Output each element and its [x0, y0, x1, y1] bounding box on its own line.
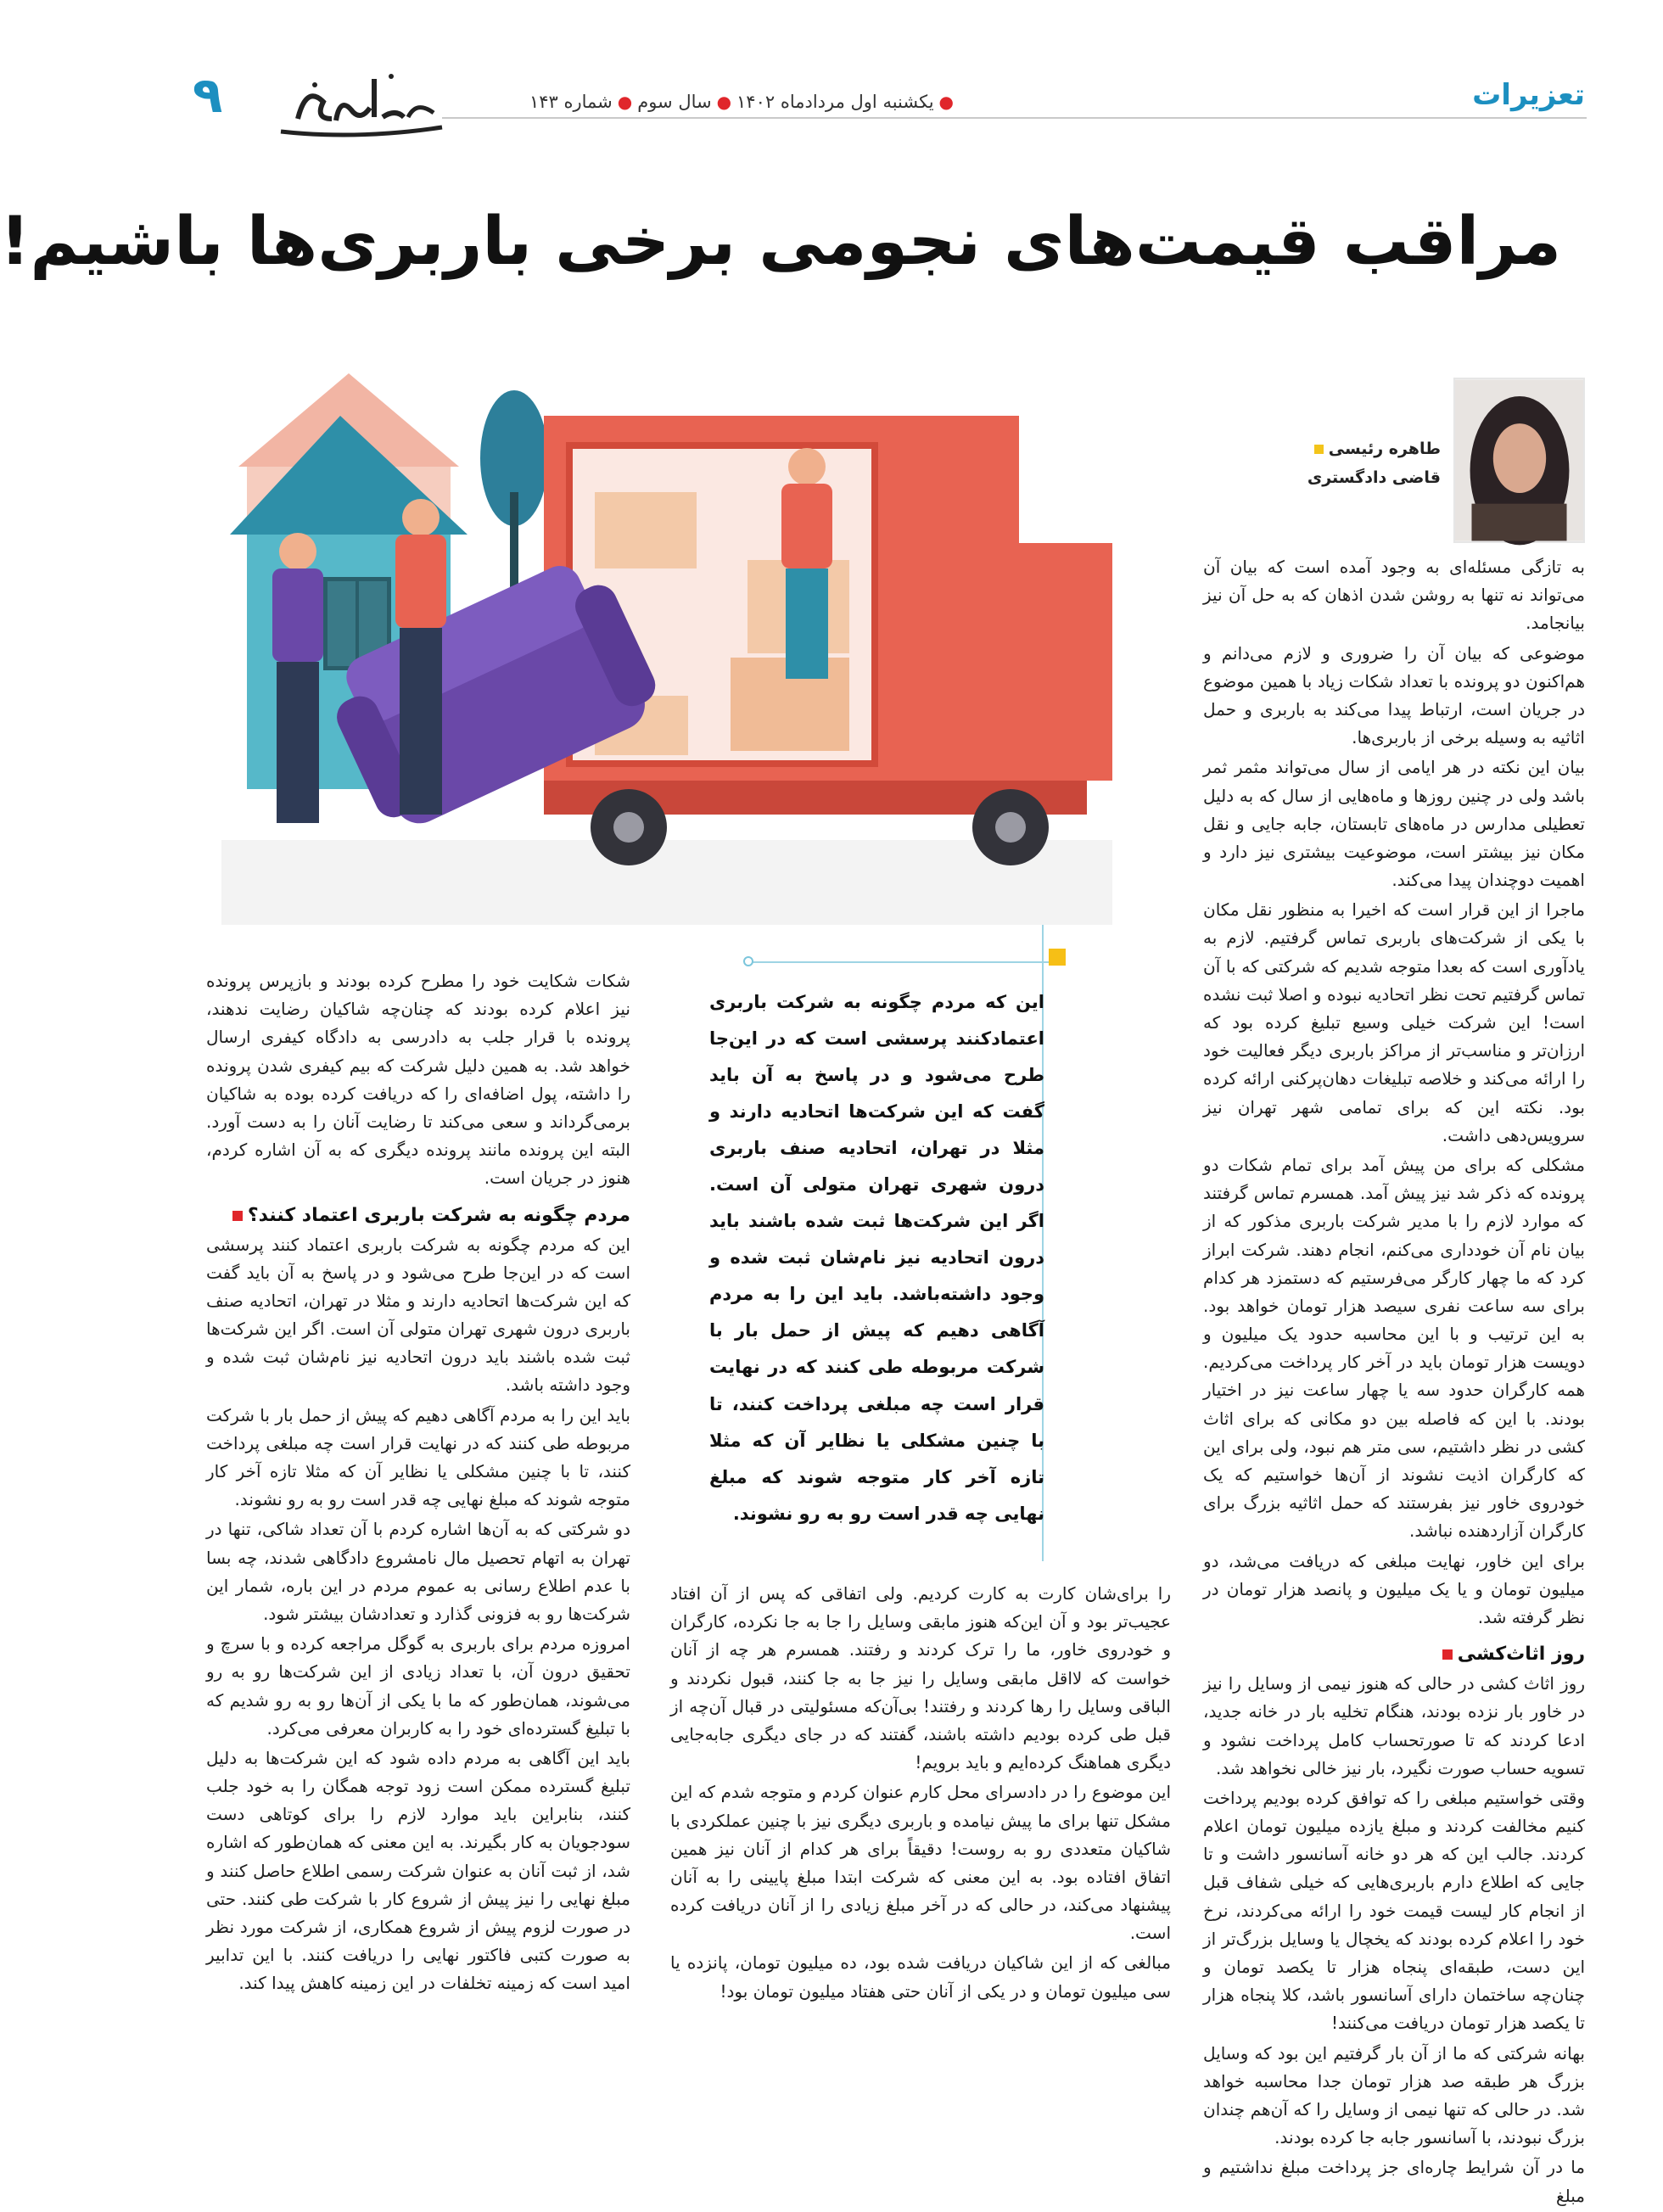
paragraph: امروزه مردم برای باربری به گوگل مراجعه کرده و با سرچ و تحقیق درون آن، با تعداد زیادی از این شرکت‌ها رو به رو می‌شوند، همان‌طور که ما با یکی از آن‌ها رو به رو شدیم که با تبلیغ گسترده‌ای خود را به کاربران معرفی می‌کرد. — [206, 1633, 630, 1739]
article-column-middle — [670, 1580, 1171, 2008]
subheading: مردم چگونه به شرکت باربری اعتماد کنند؟ — [206, 1205, 630, 1226]
bullet-icon: ● — [617, 92, 633, 112]
issue-info — [529, 92, 959, 112]
issue-date: یکشنبه اول مردادماه ۱۴۰۲ — [736, 92, 934, 112]
pull-quote: این که مردم چگونه به شرکت باربری اعتمادکنند پرسشی است که در این‌جا طرح می‌شود و در پاسخ به آن باید گفت که این شرکت‌ها اتحادیه دارند و مثلا در تهران، اتحادیه صنف باربری درون شهری تهران متولی آن است. اگر این شرکت‌ها ثبت شده باشند باید درون اتحادیه نیز نام‌شان ثبت شده و وجود داشته‌باشد. باید این را به مردم آگاهی دهیم که پیش از حمل بار با شرکت مربوطه طی کنند که در نهایت قرار است چه مبلغی پرداخت کنند، تا با چنین مشکلی یا نظایر آن که مثلا تازه آخر کار متوجه شوند که مبلغ نهایی چه قدر است رو به رو نشوند. — [709, 992, 1044, 1524]
newspaper-logo — [264, 51, 451, 153]
paragraph: شکات شکایت خود را مطرح کرده بودند و بازپرس پرونده نیز اعلام کرده بودند که چنان‌چه شاکیان رضایت ندهند، پرونده با قرار جلب به دادرسی به دادگاه کیفری ارسال خواهد شد. به همین دلیل شرکت که بیم کیفری شدن پرونده را داشته، پول اضافه‌ای را که دریافت کرده بوده به شاکیان برمی‌گرداند و سعی می‌کند تا رضایت آنان را به دست آورد. البته این پرونده مانند پرونده دیگری که به آن اشاره کردم، هنوز در جریان است. — [206, 971, 630, 1189]
paragraph: ماجرا از این قرار است که اخیرا به منظور نقل مکان با یکی از شرکت‌های باربری تماس گرفتیم. لازم به یادآوری است که بعدا متوجه شدیم که شرکتی که با آن تماس گرفتیم تحت نظر اتحادیه نبوده و اصلا ثبت نشده است! این شرکت خیلی وسیع تبلیغ کرده بود که ارزان‌تر و مناسب‌تر از مراکز باربری دیگر فعالیت خود را ارائه می‌کند و خلاصه تبلیغات دهان‌پرکنی ارائه کرده بود. نکته این که برای تمامی شهر تهران نیز سرویس‌دهی داشت. — [1203, 899, 1585, 1145]
bullet-icon: ● — [716, 92, 732, 112]
paragraph: باید این را به مردم آگاهی دهیم که پیش از حمل بار با شرکت مربوطه طی کنند که در نهایت قرار است چه مبلغی پرداخت کنند، تا با چنین مشکلی یا نظایر آن که مثلا تازه آخر کار متوجه شوند که مبلغ نهایی چه قدر است رو به رو نشوند. — [205, 1404, 630, 1510]
paragraph: وقتی خواستیم مبلغی را که توافق کرده بودیم پرداخت کنیم مخالفت کردند و مبلغ یازده میلیون تومان اعلام کردند. جالب این که هر دو خانه آسانسور داشت و تا جایی که اطلاع دارم باربری‌هایی که خیلی شفاف قبل از انجام کار لیست قیمت خود را ارائه می‌کردند، نرخ خود را اعلام کرده بودند که یخچال یا وسایل بزرگ‌تر از این دست، طبقه‌ای پنجاه هزار تا یکصد تومان و چنان‌چه ساختمان دارای آسانسور باشد، کلا پنجاه هزار تا یکصد هزار تومان دریافت می‌کنند! — [1203, 1787, 1585, 2034]
paragraph: برای این خاور، نهایت مبلغی که دریافت می‌شد، دو میلیون تومان و یا یک میلیون و پانصد هزار تومان در نظر گرفته شد. — [1203, 1550, 1585, 1627]
paragraph: ما در آن شرایط چاره‌ای جز پرداخت مبلغ نداشتیم و مبلغ — [1203, 2157, 1585, 2206]
article-column-left — [206, 967, 630, 2000]
article-column-right — [1203, 553, 1585, 2212]
paragraph: موضوعی که بیان آن را ضروری و لازم می‌دانم و هم‌اکنون دو پرونده با تعداد شکات زیاد با همین موضوع در جریان است، ارتباط پیدا می‌کند به باربری و حمل اثاثیه به وسیله برخی از باربری‌ها. — [1203, 642, 1585, 748]
header-divider — [442, 117, 1587, 119]
author-byline — [1307, 440, 1441, 487]
bullet-icon: ● — [938, 92, 954, 112]
quote-frame-line — [749, 961, 1063, 963]
paragraph: روز اثاث کشی در حالی که هنوز نیمی از وسایل را نیز در خاور بار نزده بودند، هنگام تخلیه بار در خانه جدید، ادعا کردند که تا صورتحساب کامل پرداخت نشود و تسویه حساب صورت نگیرد، بار نیز خالی نخواهد شد. — [1203, 1673, 1585, 1778]
paragraph: باید این آگاهی به مردم داده شود که این شرکت‌ها به دلیل تبلیغ گسترده ممکن است زود توجه همگان را به خود جلب کنند، بنابراین باید موارد لازم را برای کوتاهی دست سودجویان به کار بگیرند. به این معنی که همان‌طور که اشاره شد، از ثبت آنان به عنوان شرکت رسمی اطلاع حاصل کنند و مبلغ نهایی را نیز پیش از شروع کار با شرکت طی کنند. حتی در صورت لزوم پیش از شروع همکاری، از شرکت مورد نظر به صورت کتبی فاکتور نهایی را دریافت کنند. با این تدابیر امید است که زمینه تخلفات در این زمینه کاهش پیدا کند. — [206, 1747, 630, 1994]
issue-number: شماره ۱۴۳ — [529, 92, 613, 112]
moving-truck-illustration — [221, 365, 1112, 925]
author-photo — [1453, 378, 1585, 543]
section-title: تعزیرات — [1472, 78, 1585, 112]
author-name: طاهره رئیسی — [1307, 440, 1441, 458]
quote-marker-icon — [1049, 949, 1066, 966]
paragraph: این موضوع را در دادسرای محل کارم عنوان کردم و متوجه شدم که این مشکل تنها برای ما پیش نیامده و باربری دیگری نیز با چنین عملکردی با شاکیان متعددی رو به روست! دقیقاً برای هر کدام از آنان نیز همین اتفاق افتاده بود. به این معنی که شرکت ابتدا مبلغ پایینی را به آنان پیشنهاد می‌کند، در حالی که در آخر مبلغ زیادی را از آنان دریافت کرده است. — [670, 1782, 1171, 1944]
paragraph: این که مردم چگونه به شرکت باربری اعتماد کنند پرسشی است که در این‌جا طرح می‌شود و در پاسخ به آن باید گفت که این شرکت‌ها اتحادیه دارند و مثلا در تهران، اتحادیه صنف باربری درون شهری تهران متولی آن است. اگر این شرکت‌ها ثبت شده باشند باید درون اتحادیه نیز نام‌شان ثبت شده و وجود داشته باشد. — [206, 1234, 630, 1396]
page-number: ۹ — [193, 66, 223, 124]
paragraph: را برای‌شان کارت به کارت کردیم. ولی اتفاقی که پس از آن افتاد عجیب‌تر بود و آن این‌که هنوز مابقی وسایل را جا به جا نکرده، کارگران و خودروی خاور، ما را ترک کردند و رفتند. همسرم هر چه از آنان خواست که لااقل مابقی وسایل را نیز جا به جا کنند، قبول نکردند و الباقی وسایل را رها کردند و رفتند! بی‌آن‌که مسئولیتی در قبال آن‌چه از قبل طی کرده بودیم داشته باشند، گفتند که در جای دیگری جابه‌جایی دیگری هماهنگ کرده‌ایم و باید برویم! — [670, 1583, 1171, 1773]
subheading: روز اثاث‌کشی — [1203, 1644, 1585, 1665]
paragraph: مشکلی که برای من پیش آمد برای تمام شکات دو پرونده که ذکر شد نیز پیش آمد. همسرم تماس گرفتند که موارد لازم را با مدیر شرکت باربری مذکور که از بیان نام آن خودداری می‌کنم، انجام دهند. شرکت ابراز کرد که ما چهار کارگر می‌فرستیم که دستمزد هر کدام برای سه ساعت نفری سیصد هزار تومان خواهد بود. به این ترتیب و با این محاسبه حدود یک میلیون و دویست هزار تومان باید در آخر کار پرداخت می‌کردیم. همه کارگران حدود سه یا چهار ساعت نیز در اختیار بودند. با این که فاصله بین دو مکانی که برای اثاث کشی در نظر داشتیم، سی متر هم نبود، ولی برای این که کارگران اذیت نشوند از آن‌ها خواستیم که یک خودروی خاور نیز بفرستند که حمل اثاثیه بزرگ برای کارگران آزاردهنده نباشد. — [1203, 1154, 1585, 1542]
paragraph: بیان این نکته در هر ایامی از سال می‌تواند مثمر ثمر باشد ولی در چنین روزها و ماه‌هایی از سال که به دلیل تعطیلی مدارس در ماه‌های تابستان، جابه جایی و نقل مکان نیز بیشتر است، موضوعیت بیشتری نیز دارد و اهمیت دوچندان پیدا می‌کند. — [1203, 757, 1585, 891]
paragraph: دو شرکتی که به آن‌ها اشاره کردم با آن تعداد شاکی، تنها در تهران به اتهام تحصیل مال نامشروع دادگاهی شدند، چه بسا با عدم اطلاع رسانی به عموم مردم در این باره، شمار این شرکت‌ها رو به فزونی گذارد و تعدادشان بیشتر شود. — [206, 1519, 630, 1624]
paragraph: بهانه شرکتی که ما از آن بار گرفتیم این بود که وسایل بزرگ هر طبقه صد هزار تومان جدا محاسبه خواهد شد. در حالی که تنها نیمی از وسایل را که آن‌هم چندان بزرگ نبودند، با آسانسور جابه جا کرده بودند. — [1203, 2042, 1585, 2148]
headline: مراقب قیمت‌های نجومی برخی باربری‌ها باشیم! — [0, 204, 1561, 280]
paragraph: به تازگی مسئله‌ای به وجود آمده است که بیان آن می‌تواند نه تنها به روشن شدن اذهان که به حل آن نیز بیانجامد. — [1203, 557, 1585, 634]
paragraph: مبالغی که از این شاکیان دریافت شده بود، ده میلیون تومان، پانزده یا سی میلیون تومان و در یکی از آنان حتی هفتاد میلیون تومان بود! — [670, 1952, 1171, 2002]
author-role: قاضی دادگستری — [1307, 468, 1441, 487]
author-portrait-icon — [1455, 379, 1583, 541]
issue-year: سال سوم — [637, 92, 712, 112]
quote-dot-icon — [743, 956, 753, 966]
